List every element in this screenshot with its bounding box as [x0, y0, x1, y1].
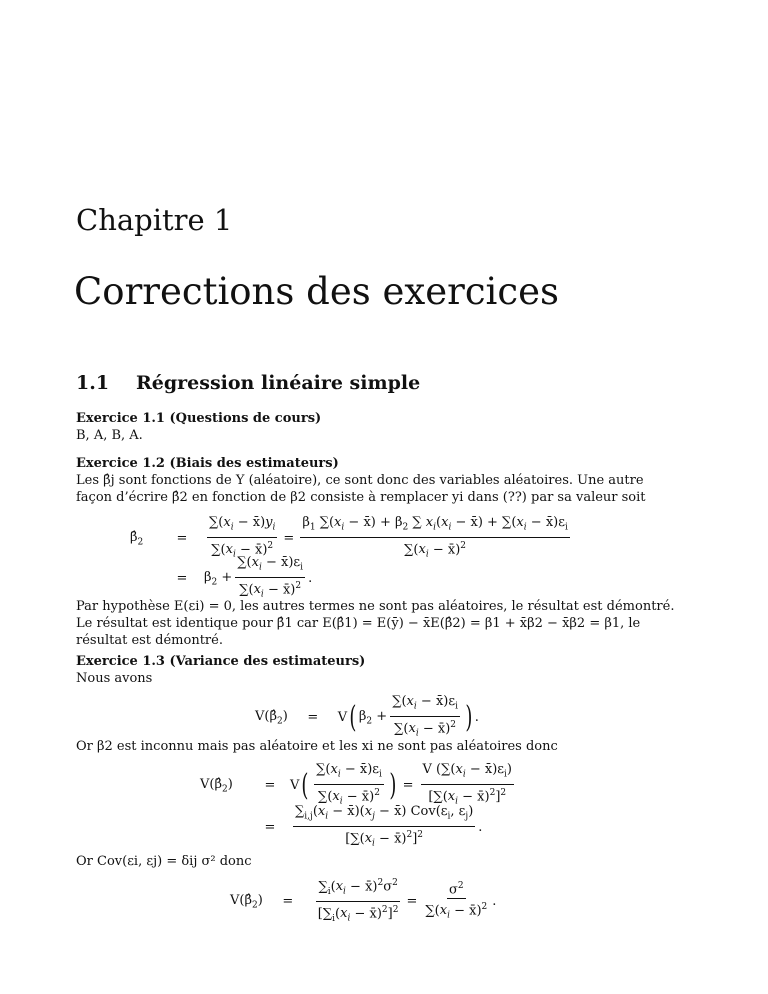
- section-title: Régression linéaire simple: [136, 372, 421, 394]
- equation-variance-4: $V(\betâ_2)$ = $\frac{\sum_i(x_i - x̄)^2\sigma^2}{[\sum_i(x_i - x̄)^2]^2}$ = $\frac{\sigma^2}{\sum(x_i - x̄)^2}$ .: [230, 878, 497, 924]
- chapter-label: Chapitre 1: [76, 203, 233, 237]
- paragraph-line: Nous avons: [76, 671, 153, 686]
- exercise-1-3-mid: Or β2 est inconnu mais pas aléatoire et les xi ne sont pas aléatoires donc: [76, 739, 558, 754]
- equation-beta2-line2: = $\beta_2$ + $\frac{\sum(x_i - x̄)\varepsilon_i}{\sum(x_i - x̄)^2}$ .: [176, 555, 313, 600]
- paragraph-line: résultat est démontré.: [76, 633, 223, 648]
- paragraph-line: Les β̂j sont fonctions de Y (aléatoire), ce sont donc des variables aléatoires. Une autre: [76, 473, 644, 488]
- equation-variance-1: $V(\betâ_2)$ = V ( $\beta_2$ + $\frac{\sum(x_i - x̄)\varepsilon_i}{\sum(x_i - x̄)^2}$ ) .: [255, 694, 479, 739]
- exercise-1-3-cov: Or Cov(εi, εj) = δij σ² donc: [76, 854, 252, 869]
- exercise-1-1: [76, 410, 696, 444]
- equation-variance-3: = $\frac{\sum_{i,j}(x_i - x̄)(x_j - x̄) Cov(\varepsilon_i, \varepsilon_j)}{[\sum(x_i - x̄)^2]^2}$ .: [264, 804, 483, 849]
- paragraph-line: Par hypothèse E(εi) = 0, les autres termes ne sont pas aléatoires, le résultat est démontré.: [76, 599, 675, 614]
- equation-variance-2: $V(\betâ_2)$ = V ( $\frac{\sum(x_i - x̄)\varepsilon_i}{\sum(x_i - x̄)^2}$ ) = $\frac{V (\sum(x_i - x̄)\varepsilon_i)}{[\sum(x_i - x̄)^2]^2}$: [200, 762, 512, 807]
- exercise-heading: Exercice 1.3 (Variance des estimateurs): [76, 654, 366, 669]
- equation-beta2-line1: $\betâ_2$ = $\frac{\sum(x_i - x̄)y_i}{\sum(x_i - x̄)^2}$ = $\frac{\beta_1 \sum(x_i - x̄) + \beta_2 \sum x_i(x_i - x̄) + \sum(x_i - x̄)\varepsilon_i}{\sum(x_i - x̄)^2}$: [130, 515, 568, 560]
- exercise-answer: B, A, B, A.: [76, 428, 143, 443]
- paragraph-line: Le résultat est identique pour β̂1 car E(β̂1) = E(ȳ) − x̄E(β̂2) = β1 + x̄β2 − x̄β2 = β1, le: [76, 616, 641, 631]
- section-heading: [76, 372, 420, 394]
- exercise-1-2: [76, 455, 696, 506]
- exercise-1-2-conclusion: [76, 598, 696, 649]
- paragraph-line: façon d’écrire β̂2 en fonction de β2 consiste à remplacer yi dans (??) par sa valeur soit: [76, 490, 646, 505]
- section-number: 1.1: [76, 372, 110, 394]
- exercise-1-3: [76, 653, 696, 687]
- exercise-heading: Exercice 1.2 (Biais des estimateurs): [76, 456, 339, 471]
- chapter-title: Corrections des exercices: [74, 270, 559, 313]
- exercise-heading: Exercice 1.1 (Questions de cours): [76, 411, 322, 426]
